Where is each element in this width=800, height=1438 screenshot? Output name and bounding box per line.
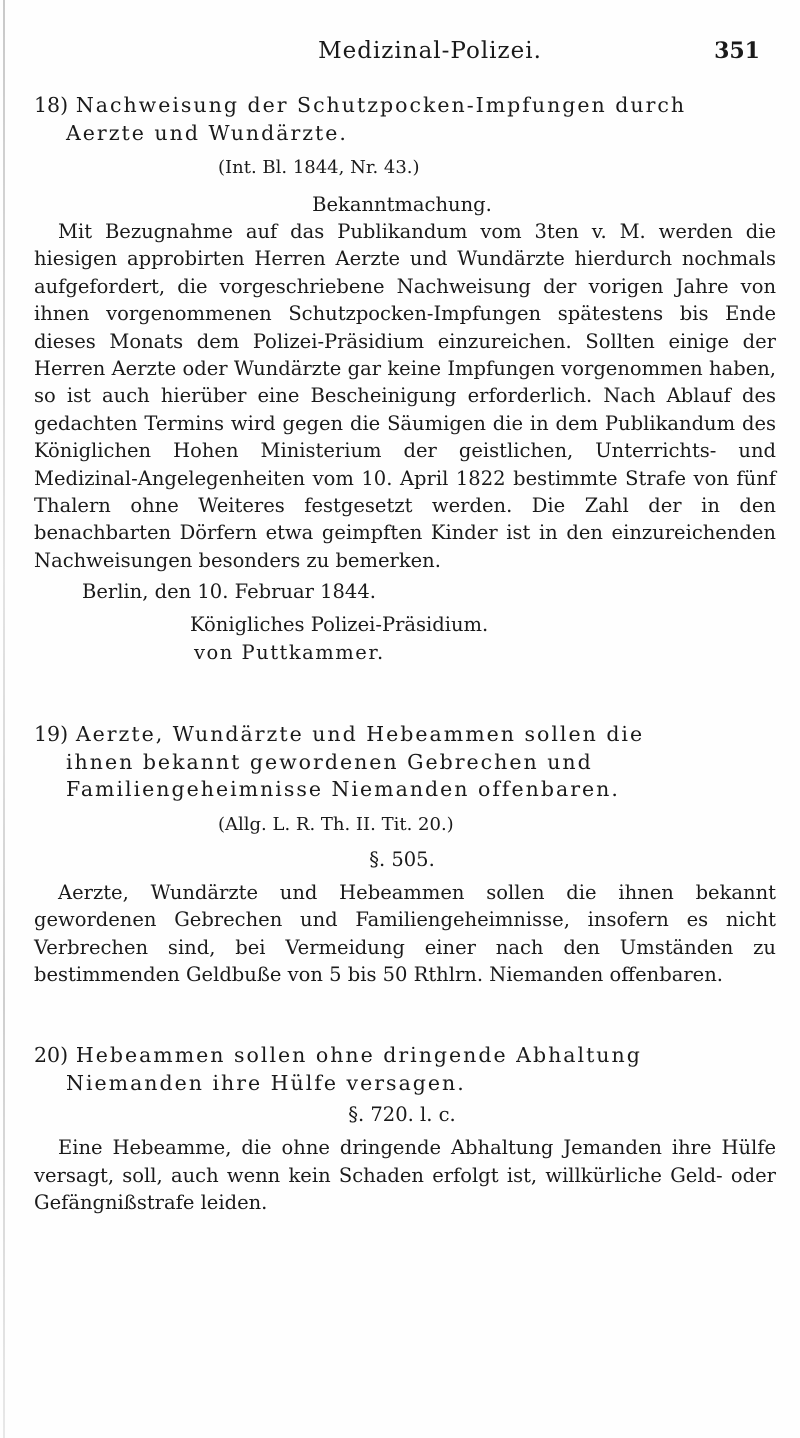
binding-edge xyxy=(3,0,5,1438)
section-number: 20) xyxy=(34,1043,69,1068)
paragraph-reference: §. 505. xyxy=(369,847,435,871)
section-heading-line1: Aerzte, Wundärzte und Hebeammen sollen die xyxy=(75,722,645,747)
section-19 xyxy=(28,721,776,988)
source-citation: (Allg. L. R. Th. II. Tit. 20.) xyxy=(218,813,454,835)
section-20 xyxy=(28,1042,776,1216)
section-heading-line2: Aerzte und Wundärzte. xyxy=(66,120,348,145)
source-citation: (Int. Bl. 1844, Nr. 43.) xyxy=(218,157,420,178)
page-header xyxy=(0,38,800,78)
section-number: 19) xyxy=(34,722,69,747)
signature-name: von Puttkammer. xyxy=(194,641,385,665)
paragraph-reference: §. 720. l. c. xyxy=(348,1103,456,1127)
page-content xyxy=(28,92,776,1217)
section-heading-line1: Hebeammen sollen ohne dringende Abhaltung xyxy=(75,1043,642,1068)
notice-title: Bekanntmachung. xyxy=(312,193,492,216)
section-heading xyxy=(28,1042,776,1097)
date-line: Berlin, den 10. Februar 1844. xyxy=(82,580,376,604)
section-heading-line1: Nachweisung der Schutzpocken-Impfungen durch xyxy=(75,93,687,117)
section-heading-line2: ihnen bekannt gewordenen Gebrechen und Familiengeheimnisse Niemanden offenbaren. xyxy=(66,749,620,802)
section-body: Mit Bezugnahme auf das Publikandum vom 3ten v. M. werden die hiesigen approbirten Herren Aerzte und Wundärzte hierdurch nochmals aufgefordert, die vorgeschriebene Nachweisung der vorigen Jahre von ihnen vorgenommenen Schutzpocken-Impfungen spätestens bis Ende dieses Monats dem Polizei-Präsidium einzureichen. Sollten einige der Herren Aerzte oder Wundärzte gar keine Impfungen vorgenommen haben, so ist auch hierüber eine Bescheinigung erforderlich. Nach Ablauf des gedachten Termins wird gegen die Säumigen die in dem Publikandum des Königlichen Hohen Ministerium der geistlichen, Unterrichts- und Medizinal-Angelegenheiten vom 10. April 1822 bestimmte Strafe von fünf Thalern ohne Weiteres festgesetzt werden. Die Zahl der in den benachbarten Dörfern etwa geimpften Kinder ist in den einzureichenden Nachweisungen besonders zu bemerken. xyxy=(34,220,776,572)
section-18 xyxy=(28,92,776,667)
section-body: Aerzte, Wundärzte und Hebeammen sollen die ihnen bekannt gewordenen Gebrechen und Familiengeheimnisse, insofern es nicht Verbrechen sind, bei Vermeidung einer nach den Umständen zu bestimmenden Geldbuße von 5 bis 50 Rthlrn. Niemanden offenbaren. xyxy=(34,880,776,986)
section-heading-line2: Niemanden ihre Hülfe versagen. xyxy=(66,1070,466,1095)
section-body: Eine Hebeamme, die ohne dringende Abhaltung Jemanden ihre Hülfe versagt, soll, auch wenn kein Schaden erfolgt ist, willkürliche Geld- oder Gefängnißstrafe leiden. xyxy=(34,1136,776,1215)
page-number: 351 xyxy=(714,38,760,64)
signature-authority: Königliches Polizei-Präsidium. xyxy=(190,613,489,637)
section-heading xyxy=(28,92,776,147)
running-head: Medizinal-Polizei. xyxy=(318,38,542,64)
section-heading xyxy=(28,721,776,804)
section-number: 18) xyxy=(34,93,69,117)
